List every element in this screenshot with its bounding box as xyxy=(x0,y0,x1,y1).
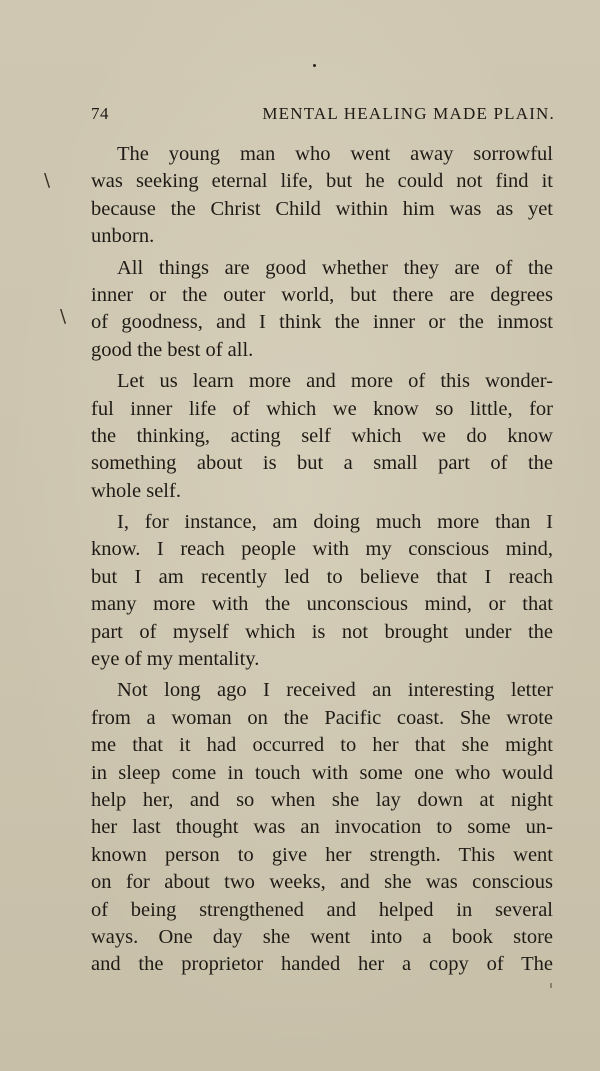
text-line: known person to give her strength. This went xyxy=(91,843,553,866)
page-header xyxy=(91,104,555,126)
text-line: help her, and so when she lay down at night xyxy=(91,788,553,811)
text-line: unborn. xyxy=(91,225,155,248)
text-line: Let us learn more and more of this wonder- xyxy=(117,370,553,393)
paragraph xyxy=(91,368,553,505)
text-line: inner or the outer world, but there are degrees xyxy=(91,283,553,306)
text-line: and the proprietor handed her a copy of The xyxy=(91,953,553,976)
margin-pencil-mark: \ xyxy=(44,170,51,191)
page-number: 74 xyxy=(91,104,109,123)
paragraph xyxy=(91,509,553,673)
text-line: because the Christ Child within him was as yet xyxy=(91,197,553,220)
text-line: eye of my mentality. xyxy=(91,648,260,671)
text-line: The young man who went away sorrowful xyxy=(117,143,553,165)
text-line: I, for instance, am doing much more than I xyxy=(117,511,553,534)
print-speck xyxy=(313,64,316,67)
paragraph xyxy=(91,677,553,978)
text-line: ways. One day she went into a book store xyxy=(91,925,553,948)
text-line: part of myself which is not brought under the xyxy=(91,620,553,643)
text-line: her last thought was an invocation to some un- xyxy=(91,816,553,839)
text-line: All things are good whether they are of the xyxy=(117,256,553,279)
text-line: in sleep come in touch with some one who would xyxy=(91,761,553,784)
text-line: know. I reach people with my conscious mind, xyxy=(91,538,553,561)
text-line: something about is but a small part of the xyxy=(91,452,553,475)
text-line: the thinking, acting self which we do know xyxy=(91,424,553,447)
text-line: me that it had occurred to her that she might xyxy=(91,734,553,757)
text-line: whole self. xyxy=(91,479,181,502)
running-title: MENTAL HEALING MADE PLAIN. xyxy=(262,104,555,123)
text-line: of goodness, and I think the inner or the inmost xyxy=(91,311,553,334)
paper-mark xyxy=(550,983,552,988)
text-line: good the best of all. xyxy=(91,338,254,361)
text-line: but I am recently led to believe that I reach xyxy=(91,565,553,588)
paragraph xyxy=(91,255,553,365)
text-line: from a woman on the Pacific coast. She wrote xyxy=(91,706,553,729)
margin-pencil-mark: \ xyxy=(60,306,67,327)
text-line: of being strengthened and helped in several xyxy=(91,898,553,921)
paragraph xyxy=(91,141,553,251)
text-line: many more with the unconscious mind, or that xyxy=(91,593,553,616)
body-text xyxy=(91,141,553,983)
text-line: Not long ago I received an interesting letter xyxy=(117,679,553,702)
text-line: on for about two weeks, and she was conscious xyxy=(91,871,553,894)
text-line: ful inner life of which we know so little, for xyxy=(91,397,553,420)
text-line: was seeking eternal life, but he could not find it xyxy=(91,170,553,193)
